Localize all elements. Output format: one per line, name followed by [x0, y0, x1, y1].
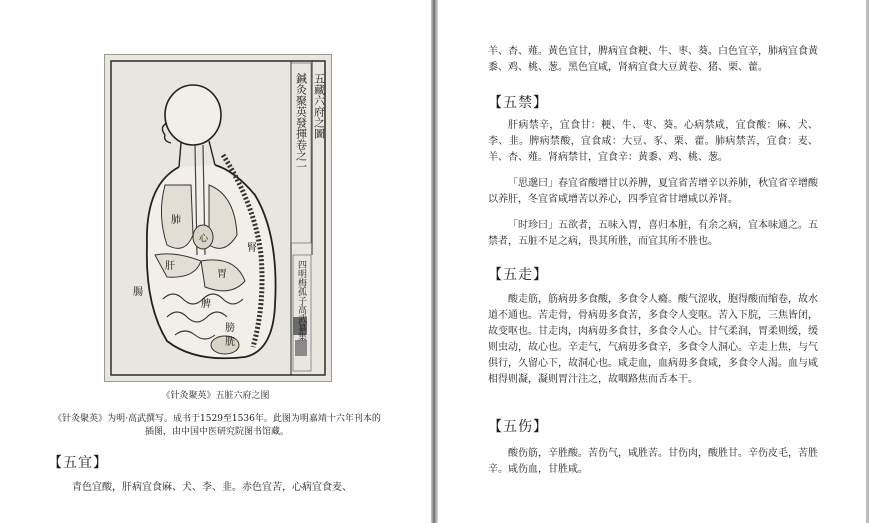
section-text-wujin-2: 「思邈曰」春宜省酸增甘以养脾，夏宜省苦增辛以养肺，秋宜省辛增酸以养肝，冬宜省咸增苦以养心，四季宜省甘增咸以养肾。 [488, 178, 818, 205]
figure-title: 鍼灸聚英發揮卷之一 [294, 73, 308, 172]
anatomy-illustration [104, 54, 332, 382]
svg-text:胃: 胃 [217, 269, 227, 280]
svg-text:心: 心 [199, 234, 209, 244]
figure-caption: 《针灸聚英》五脏六府之图 [161, 391, 270, 401]
svg-text:肝: 肝 [165, 261, 175, 272]
svg-text:胱: 胱 [225, 337, 235, 348]
section-text-wujin-3: 「时珍曰」五欲者，五味入胃，喜归本脏，有余之病，宜本味通之。五禁者，五脏不足之病，畏其所胜，而宜其所不胜也。 [488, 220, 818, 247]
figure-subtitle: 五藏六府之圖 [312, 73, 326, 139]
section-heading-wujin: 【五禁】 [488, 95, 548, 111]
continued-text: 羊、杏、薤。黄色宜甘，脾病宜食粳、牛、枣、葵。白色宜辛，肺病宜食黄黍、鸡、桃、葱。黑色宜咸，肾病宜食大豆黄卷、猪、栗、藿。 [488, 46, 818, 73]
left-page [0, 0, 431, 523]
figure-note: 《针灸聚英》为明·高武撰写。成书于1529至1536年。此图为明嘉靖十六年刊本的插图，由中国中医研究院图书馆藏。 [53, 414, 381, 437]
section-text-wushang: 酸伤筋，辛胜酸。苦伤气，咸胜苦。甘伤肉，酸胜甘。辛伤皮毛，苦胜辛。咸伤血，甘胜咸。 [488, 448, 818, 475]
section-heading-wuzou: 【五走】 [488, 267, 548, 283]
svg-text:腸: 腸 [133, 287, 143, 298]
right-page [438, 0, 869, 523]
section-heading-wushang: 【五伤】 [488, 419, 548, 435]
section-text-wujin-1: 肝病禁辛，宜食甘：粳、牛、枣、葵。心病禁咸，宜食酸：麻、犬、李、韭。脾病禁酸，宜食咸：大豆、豕、栗、藿。肺病禁苦，宜食：麦、羊、杏、薤。肾病禁甘，宜食辛：黄黍、鸡、桃、葱。 [488, 120, 818, 163]
section-heading-wuyi: 【五宜】 [48, 455, 108, 471]
svg-text:肺: 肺 [171, 215, 181, 226]
svg-text:膀: 膀 [225, 323, 235, 334]
section-text-wuyi: 青色宜酸，肝病宜食麻、犬、李、韭。赤色宜苦，心病宜食麦、 [72, 482, 352, 493]
section-text-wuzou: 酸走筋，筋病毋多食酸，多食令人癃。酸气涩收，胞得酸而缩卷，故水道不通也。苦走骨，骨病毋多食苦，多食令人变呕。苦入下脘，三焦皆闭，故变呕也。甘走肉，肉病毋多食甘，多食令人心。甘气柔润，胃柔则缓，缓则虫动，故心也。辛走气，气病毋多食辛，多食令人洞心。辛走上焦，与气俱行，久留心下，故洞心也。咸走血，血病毋多食咸，多食令人渴。血与咸相得则凝，凝则胃汁注之，故咽路焦而舌本干。 [488, 294, 818, 385]
book-gutter [431, 0, 438, 523]
svg-text:脾: 脾 [201, 299, 211, 310]
svg-text:腎: 腎 [247, 243, 257, 254]
figure-author: 四明梅孤子高武纂集 [296, 260, 306, 341]
